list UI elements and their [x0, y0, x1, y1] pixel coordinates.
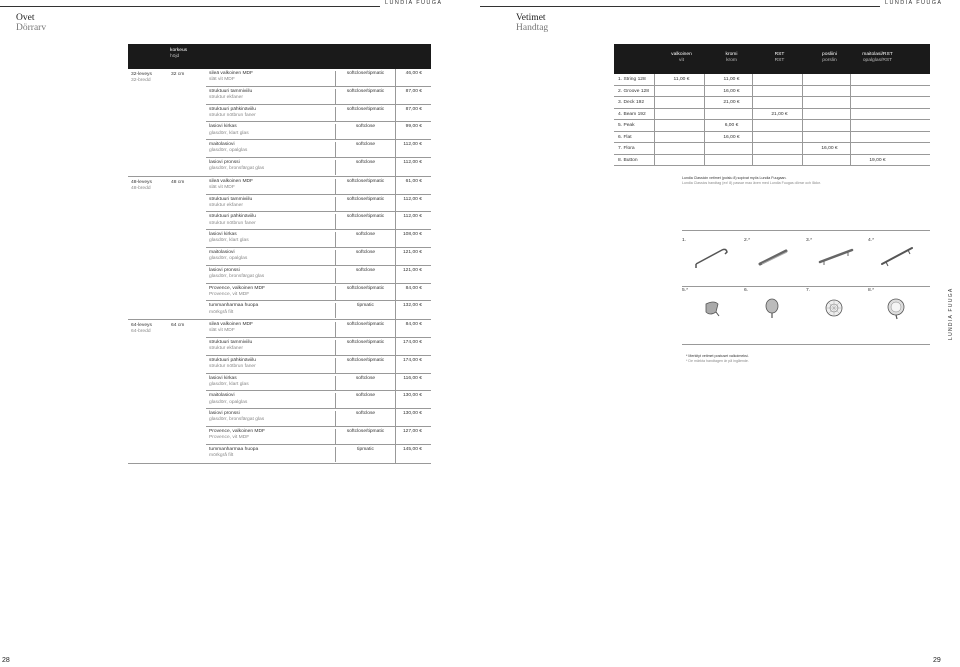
door-name — [209, 358, 256, 370]
column-divider — [802, 155, 803, 166]
door-name-sv: struktur ekfaner — [209, 95, 243, 100]
door-name-fi: tummanharmaa huopa — [209, 303, 259, 309]
handle-price: 11,00 € — [723, 77, 740, 82]
right-page-title — [516, 13, 548, 33]
handle-row — [614, 109, 930, 121]
door-name-sv: glasdörr, klart glas — [209, 238, 249, 244]
door-row — [206, 409, 431, 427]
column-divider — [752, 155, 753, 166]
handle-name: 5. Peak — [618, 123, 635, 128]
door-name — [209, 89, 252, 101]
door-name-sv: glasdörr, klart glas — [209, 130, 249, 136]
handle-image-label: 1. — [682, 238, 687, 243]
column-divider — [850, 97, 851, 108]
door-name-fi: struktuuri tammiviilu — [209, 88, 253, 94]
handles-table-header — [614, 44, 930, 74]
door-width-group — [128, 177, 431, 320]
column-divider — [654, 143, 655, 154]
column-divider — [802, 86, 803, 97]
width-sv: 64-bredd — [131, 329, 151, 335]
grid-rule — [682, 344, 930, 345]
header-rule-right — [480, 6, 880, 7]
door-name — [209, 250, 247, 262]
door-row — [206, 140, 431, 158]
side-brand: LUNDIA FUUGA — [948, 287, 954, 340]
door-name-sv: glasdörr, opalglas — [209, 399, 248, 405]
finish-fi: posliini — [822, 52, 837, 57]
handle-image-cell — [806, 280, 868, 338]
door-hinge-type: softclose/tipmatic — [335, 358, 395, 373]
column-divider — [654, 120, 655, 131]
column-divider — [395, 301, 396, 319]
height-value: 48 cm — [171, 179, 185, 185]
width-label — [131, 180, 152, 192]
door-name-sv: glasdörr, bronsfärgat glas — [209, 166, 265, 172]
handle-name: 1. String 128 — [618, 77, 646, 82]
width-label — [131, 323, 152, 335]
handle-image-label: 8.* — [868, 288, 874, 293]
width-sv: 48-bredd — [131, 185, 151, 191]
column-divider — [850, 143, 851, 154]
brand-right: LUNDIA FUUGA — [885, 0, 943, 6]
door-price: 84,00 € — [405, 322, 422, 328]
door-name-sv: struktur nötbrun faner — [209, 220, 256, 226]
column-divider — [752, 86, 753, 97]
door-hinge-type: softclose/tipmatic — [335, 197, 395, 212]
column-divider — [395, 69, 396, 86]
handle-image-label: 7. — [806, 288, 811, 293]
width-sv: 32-bredd — [131, 78, 151, 83]
door-name — [209, 286, 265, 298]
doors-table-body — [128, 69, 431, 464]
door-name — [209, 107, 256, 119]
door-name-sv: glasdörr, bronsfärgat glas — [209, 273, 265, 279]
handle-row — [614, 74, 930, 86]
door-row — [206, 158, 431, 176]
column-divider — [395, 266, 396, 283]
column-divider — [802, 120, 803, 131]
door-hinge-type: softclose/tipmatic — [335, 214, 395, 229]
door-name-sv: struktur ekfaner — [209, 202, 243, 208]
door-row — [206, 427, 431, 445]
door-name-sv: struktur nötbrun faner — [209, 112, 256, 118]
brand-left: LUNDIA FUUGA — [385, 0, 443, 6]
column-divider — [395, 391, 396, 408]
door-hinge-type: softclose — [335, 268, 395, 283]
door-hinge-type: softclose/tipmatic — [335, 71, 395, 86]
title-sv: Dörrarv — [16, 23, 47, 33]
width-label — [131, 72, 152, 84]
width-fi: 48-leveys — [131, 179, 152, 185]
handles-footnote — [686, 354, 749, 364]
column-divider — [395, 320, 396, 337]
column-divider — [395, 338, 396, 355]
handle-name: 6. Flat — [618, 134, 632, 140]
door-name-fi: lasiovi kirkas — [209, 375, 237, 381]
door-row — [206, 301, 431, 319]
handles-price-table — [614, 44, 930, 166]
handle-image-label: 2.* — [744, 238, 750, 243]
height-sublabel: höjd — [170, 54, 180, 59]
finish-sv: porslin — [822, 58, 837, 63]
column-divider — [395, 195, 396, 212]
door-price: 130,00 € — [402, 393, 422, 399]
door-name-sv: struktur nötbrun faner — [209, 363, 256, 369]
door-name — [209, 160, 264, 172]
door-width-group — [128, 320, 431, 463]
handle-row — [614, 143, 930, 155]
title-fi: Vetimet — [516, 13, 546, 23]
door-hinge-type: softclose — [335, 411, 395, 426]
finish-fi: RST — [774, 52, 785, 57]
door-hinge-type: softclose/tipmatic — [335, 89, 395, 104]
door-price: 130,00 € — [402, 411, 422, 417]
column-divider — [395, 177, 396, 194]
door-row — [206, 320, 431, 338]
handle-price: 16,00 € — [723, 134, 740, 140]
column-divider — [395, 374, 396, 391]
door-name-sv: mörkgrå filt — [209, 452, 234, 458]
handle-name: 8. Button — [618, 157, 638, 163]
column-divider — [395, 409, 396, 426]
column-divider — [802, 97, 803, 108]
door-name — [209, 429, 265, 441]
column-divider — [395, 158, 396, 176]
column-divider — [802, 132, 803, 143]
door-name-sv: glasdörr, opalglas — [209, 148, 248, 154]
column-divider — [802, 74, 803, 85]
door-price: 145,00 € — [402, 446, 422, 452]
handle-price: 19,00 € — [869, 157, 886, 163]
door-price: 112,00 € — [403, 196, 422, 202]
door-name — [209, 322, 253, 334]
column-divider — [850, 74, 851, 85]
door-name-fi: lasiovi pronssi — [209, 411, 240, 417]
handle-image-label: 4.* — [868, 238, 874, 243]
handle-row — [614, 97, 930, 109]
door-price: 112,00 € — [403, 159, 422, 165]
finish-sv: opalglas/RST — [862, 58, 893, 63]
finish-column-header — [850, 52, 905, 64]
door-name-fi: sileä valkoinen MDF — [209, 322, 254, 328]
column-divider — [395, 105, 396, 122]
column-divider — [395, 122, 396, 139]
width-fi: 64-leveys — [131, 323, 152, 329]
door-price: 174,00 € — [402, 339, 422, 345]
door-row — [206, 69, 431, 87]
door-price: 84,00 € — [405, 285, 422, 291]
finish-column-header — [752, 52, 807, 64]
door-price: 112,00 € — [403, 214, 422, 220]
door-hinge-type: softclose — [335, 376, 395, 391]
door-price: 121,00 € — [402, 267, 422, 273]
column-divider — [654, 155, 655, 166]
door-name-fi: lasiovi pronssi — [209, 267, 240, 273]
door-row — [206, 356, 431, 374]
footnote-sv: * De märkta handtagen är på ingående. — [686, 359, 749, 363]
finish-fi: maitolasi/RST — [862, 52, 893, 57]
door-name-fi: Provence, valkoinen MDF — [209, 428, 265, 434]
column-divider — [752, 74, 753, 85]
door-name-fi: lasiovi kirkas — [209, 232, 237, 238]
handle-image-cell — [682, 280, 744, 338]
door-name-fi: Provence, valkoinen MDF — [209, 285, 265, 291]
column-divider — [395, 284, 396, 301]
door-row — [206, 391, 431, 409]
column-divider — [395, 445, 396, 463]
handle-name: 3. Deck 192 — [618, 100, 645, 105]
door-price: 112,00 € — [403, 142, 422, 148]
door-hinge-type: softclose — [335, 393, 395, 408]
handles-note — [682, 176, 821, 186]
door-price: 46,00 € — [405, 71, 422, 76]
handle-price: 21,00 € — [771, 111, 788, 117]
door-price: 87,00 € — [405, 88, 422, 94]
door-name-fi: sileä valkoinen MDF — [209, 71, 254, 76]
door-name-sv: Provence, vit MDF — [209, 291, 250, 297]
door-price: 121,00 € — [402, 249, 422, 255]
door-hinge-type: softclose — [335, 142, 395, 157]
door-name-fi: struktuuri tammiviilu — [209, 339, 253, 345]
handle-price: 16,00 € — [821, 146, 838, 151]
handle-price: 21,00 € — [723, 100, 740, 105]
door-row — [206, 374, 431, 392]
door-name-fi: lasiovi pronssi — [209, 159, 240, 165]
column-divider — [704, 109, 705, 120]
door-name-sv: slät vit MDF — [209, 328, 235, 334]
door-row — [206, 177, 431, 195]
door-row — [206, 105, 431, 123]
door-name — [209, 376, 249, 388]
finish-fi: valkoinen — [671, 52, 692, 57]
door-name-sv: glasdörr, klart glas — [209, 381, 249, 387]
handle-price: 16,00 € — [723, 88, 740, 94]
door-name-fi: maitolasiovi — [209, 393, 235, 399]
column-divider — [395, 230, 396, 247]
door-name-sv: mörkgrå filt — [209, 309, 234, 315]
door-name-sv: slät vit MDF — [209, 184, 235, 190]
door-row — [206, 445, 431, 463]
height-label: korkeus — [170, 48, 188, 53]
handle-name: 2. Groove 128 — [618, 88, 649, 94]
door-hinge-type: softclose — [335, 250, 395, 265]
handle-image-cell — [744, 280, 806, 338]
door-name-fi: struktuuri pähkinäviilu — [209, 214, 257, 220]
column-divider — [654, 86, 655, 97]
column-divider — [752, 143, 753, 154]
column-divider — [654, 132, 655, 143]
column-divider — [395, 427, 396, 444]
door-name — [209, 71, 253, 83]
door-name — [209, 411, 264, 423]
column-divider — [654, 109, 655, 120]
door-price: 108,00 € — [402, 232, 422, 238]
door-hinge-type: softclose — [335, 232, 395, 247]
handles-table-body — [614, 74, 930, 166]
door-hinge-type: softclose/tipmatic — [335, 286, 395, 301]
door-width-group — [128, 69, 431, 177]
door-price: 174,00 € — [402, 357, 422, 363]
door-price: 99,00 € — [405, 124, 422, 130]
left-page-title — [16, 13, 46, 33]
door-hinge-type: softclose/tipmatic — [335, 322, 395, 337]
door-name — [209, 393, 247, 405]
column-divider — [395, 140, 396, 157]
door-name-sv: Provence, vit MDF — [209, 435, 250, 441]
finish-column-header — [654, 52, 709, 64]
column-divider — [752, 97, 753, 108]
door-row — [206, 212, 431, 230]
handle-image-label: 5.* — [682, 288, 688, 293]
door-name — [209, 232, 249, 244]
door-name-fi: struktuuri pähkinäviilu — [209, 357, 257, 363]
door-name-sv: slät vit MDF — [209, 77, 235, 83]
column-divider — [850, 132, 851, 143]
handle-image-cell — [868, 280, 930, 338]
finish-column-header — [802, 52, 857, 64]
door-name-fi: struktuuri tammiviilu — [209, 196, 253, 202]
title-fi: Ovet — [16, 13, 35, 23]
door-hinge-type: softclose/tipmatic — [335, 179, 395, 194]
door-hinge-type: softclose — [335, 160, 395, 175]
door-price: 127,00 € — [402, 428, 422, 434]
column-divider — [752, 120, 753, 131]
door-name-sv: glasdörr, bronsfärgat glas — [209, 417, 265, 423]
door-name — [209, 447, 258, 459]
column-divider — [395, 356, 396, 373]
door-row — [206, 230, 431, 248]
width-fi: 32-leveys — [131, 72, 152, 77]
door-name-fi: sileä valkoinen MDF — [209, 178, 254, 184]
note-fi: Lundia Classicin vetimet (poislu 8) sopivat myös Lundia Fuugaan. — [682, 176, 787, 180]
door-price: 87,00 € — [405, 106, 422, 112]
finish-column-header — [704, 52, 759, 64]
handle-row — [614, 120, 930, 132]
door-name — [209, 214, 256, 226]
height-value: 64 cm — [171, 323, 185, 329]
page-number-left: 28 — [2, 657, 10, 664]
height-column-header — [170, 48, 187, 60]
height-value: 32 cm — [171, 72, 185, 77]
finish-sv: vit — [679, 58, 684, 63]
door-name-fi: lasiovi kirkas — [209, 124, 237, 130]
door-name-fi: tummanharmaa huopa — [209, 446, 259, 452]
door-name-sv: struktur ekfaner — [209, 346, 243, 352]
note-sv: Lundia Classics handtag (ex! 8) passar mao även med Lundia Fuugas dörrar och lådor. — [682, 181, 821, 185]
door-row — [206, 338, 431, 356]
door-name — [209, 179, 253, 191]
door-hinge-type: tipmatic — [335, 303, 395, 318]
column-divider — [850, 86, 851, 97]
finish-sv: RST — [774, 58, 785, 63]
handle-row — [614, 132, 930, 144]
doors-table-header — [128, 44, 431, 69]
handle-name: 4. Beam 192 — [618, 111, 646, 117]
handle-name: 7. Flora — [618, 146, 635, 151]
column-divider — [704, 143, 705, 154]
door-price: 116,00 € — [403, 375, 422, 381]
door-name-sv: glasdörr, opalglas — [209, 256, 248, 262]
door-row — [206, 87, 431, 105]
column-divider — [654, 97, 655, 108]
door-name-fi: maitolasiovi — [209, 142, 235, 148]
door-name — [209, 340, 252, 352]
door-row — [206, 266, 431, 284]
door-row — [206, 248, 431, 266]
door-name — [209, 142, 247, 154]
door-name — [209, 197, 252, 209]
door-hinge-type: softclose/tipmatic — [335, 340, 395, 355]
door-name — [209, 124, 249, 136]
column-divider — [395, 248, 396, 265]
header-rule-left — [0, 6, 380, 7]
handle-row — [614, 86, 930, 98]
footnote-fi: * Merkityt vetimet postuset valkoimeksi. — [686, 354, 749, 358]
column-divider — [395, 87, 396, 104]
doors-price-table — [128, 44, 431, 464]
column-divider — [752, 132, 753, 143]
column-divider — [704, 155, 705, 166]
door-row — [206, 284, 431, 302]
door-row — [206, 122, 431, 140]
door-name — [209, 268, 264, 280]
handle-price: 6,00 € — [724, 123, 739, 128]
door-hinge-type: softclose/tipmatic — [335, 107, 395, 122]
column-divider — [850, 120, 851, 131]
handle-row — [614, 155, 930, 167]
door-hinge-type: tipmatic — [335, 447, 395, 462]
column-divider — [850, 109, 851, 120]
handle-price: 11,00 € — [673, 77, 690, 82]
handle-image-label: 3.* — [806, 238, 812, 243]
finish-fi: kromi — [725, 52, 738, 57]
door-price: 61,00 € — [405, 178, 422, 184]
page-number-right: 29 — [933, 657, 941, 664]
column-divider — [395, 212, 396, 229]
handle-image-label: 6. — [744, 288, 749, 293]
door-row — [206, 195, 431, 213]
door-name — [209, 303, 258, 315]
door-price: 132,00 € — [402, 303, 422, 309]
door-hinge-type: softclose/tipmatic — [335, 429, 395, 444]
column-divider — [802, 109, 803, 120]
title-sv: Handtag — [516, 23, 549, 33]
finish-sv: krom — [726, 58, 737, 63]
door-name-fi: maitolasiovi — [209, 249, 235, 255]
door-hinge-type: softclose — [335, 124, 395, 139]
door-name-fi: struktuuri pähkinäviilu — [209, 106, 257, 112]
